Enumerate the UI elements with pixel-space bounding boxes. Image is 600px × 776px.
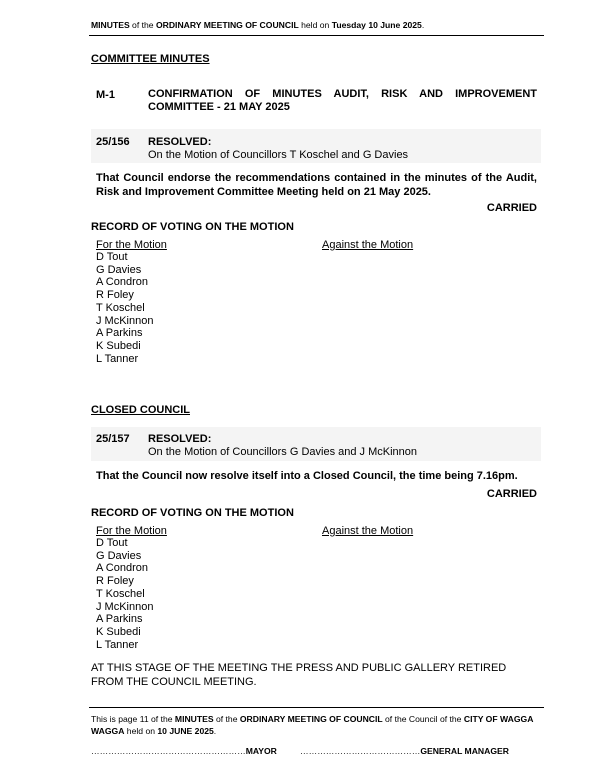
footer-minutes: MINUTES: [174, 714, 214, 724]
voter-name: K Subedi: [96, 339, 141, 352]
voter-name: D Tout: [96, 537, 128, 549]
mayor-signature-line: [91, 746, 277, 756]
page-footer: [91, 714, 551, 737]
header-text-3: .: [421, 20, 425, 30]
header-divider: [89, 35, 544, 36]
carried-1: CARRIED: [486, 202, 537, 214]
voter-name: T Koschel: [96, 587, 145, 600]
header-meeting-type: ORDINARY MEETING OF COUNCIL: [155, 20, 299, 30]
gm-signature-line: [300, 746, 509, 756]
footer-date: 10 JUNE 2025: [157, 725, 214, 736]
item-title: CONFIRMATION OF MINUTES AUDIT, RISK AND IMPROVEMENT COMMITTEE - 21 MAY 2025: [148, 88, 537, 113]
voter-name: G Davies: [96, 263, 142, 276]
voter-name: K Subedi: [96, 625, 141, 638]
footer-text-4: held on: [124, 725, 158, 736]
voter-name: R Foley: [96, 575, 134, 588]
closed-council-heading: CLOSED COUNCIL: [91, 404, 190, 416]
for-motion-label-2: For the Motion: [96, 525, 167, 537]
header-minutes: MINUTES: [91, 20, 130, 30]
voter-name: A Parkins: [96, 327, 143, 340]
footer-text-2: of the: [213, 714, 240, 724]
resolution-text-1: That Council endorse the recommendations contained in the minutes of the Audit, Risk and Improvement Committee Meeting held on 21 May 2025.: [96, 172, 537, 198]
footer-council-name: CITY OF WAGGA WAGGA: [91, 714, 534, 736]
voter-name: T Koschel: [96, 301, 145, 314]
item-code: M-1: [96, 89, 115, 101]
mayor-label: MAYOR: [245, 746, 277, 756]
voter-name: J McKinnon: [96, 314, 154, 327]
for-votes-list-1: [96, 251, 153, 365]
page-header: [91, 20, 424, 30]
voting-title-1: RECORD OF VOTING ON THE MOTION: [91, 221, 294, 233]
gm-dots: ……………………………………: [300, 746, 421, 756]
footer-meeting-type: ORDINARY MEETING OF COUNCIL: [239, 714, 383, 724]
resolution-text-2: That the Council now resolve itself into a Closed Council, the time being 7.16pm.: [96, 470, 518, 482]
motion-by-2: On the Motion of Councillors G Davies and J McKinnon: [148, 446, 418, 458]
mayor-dots: ………………………………………………: [91, 746, 246, 756]
voter-name: R Foley: [96, 289, 134, 302]
gm-label: GENERAL MANAGER: [420, 746, 509, 756]
carried-2: CARRIED: [486, 488, 537, 500]
voter-name: L Tanner: [96, 638, 139, 651]
header-text-1: of the: [129, 20, 156, 30]
voter-name: A Condron: [96, 276, 148, 289]
footer-divider: [89, 707, 544, 708]
resolution-number-2: 25/157: [96, 433, 130, 445]
resolved-label-2: RESOLVED:: [148, 433, 212, 445]
footer-text-5: .: [213, 725, 217, 736]
footer-text-1: This is page 11 of the: [91, 714, 175, 724]
resolution-number-1: 25/156: [96, 136, 130, 148]
voter-name: L Tanner: [96, 352, 139, 365]
voter-name: A Condron: [96, 562, 148, 575]
for-votes-list-2: [96, 537, 153, 651]
voter-name: J McKinnon: [96, 600, 154, 613]
header-date: Tuesday 10 June 2025: [331, 20, 422, 30]
against-motion-label-2: Against the Motion: [322, 525, 414, 537]
for-motion-label-1: For the Motion: [96, 239, 167, 251]
voter-name: D Tout: [96, 251, 128, 263]
resolved-label-1: RESOLVED:: [148, 136, 212, 148]
voter-name: G Davies: [96, 549, 142, 562]
header-text-2: held on: [298, 20, 332, 30]
footer-text-3: of the Council of the: [382, 714, 464, 724]
committee-minutes-heading: COMMITTEE MINUTES: [91, 53, 210, 65]
voting-title-2: RECORD OF VOTING ON THE MOTION: [91, 507, 294, 519]
press-gallery-note: AT THIS STAGE OF THE MEETING THE PRESS AND PUBLIC GALLERY RETIRED FROM THE COUNCIL MEETING.: [91, 662, 507, 688]
voter-name: A Parkins: [96, 613, 143, 626]
motion-by-1: On the Motion of Councillors T Koschel and G Davies: [148, 149, 409, 161]
against-motion-label-1: Against the Motion: [322, 239, 414, 251]
